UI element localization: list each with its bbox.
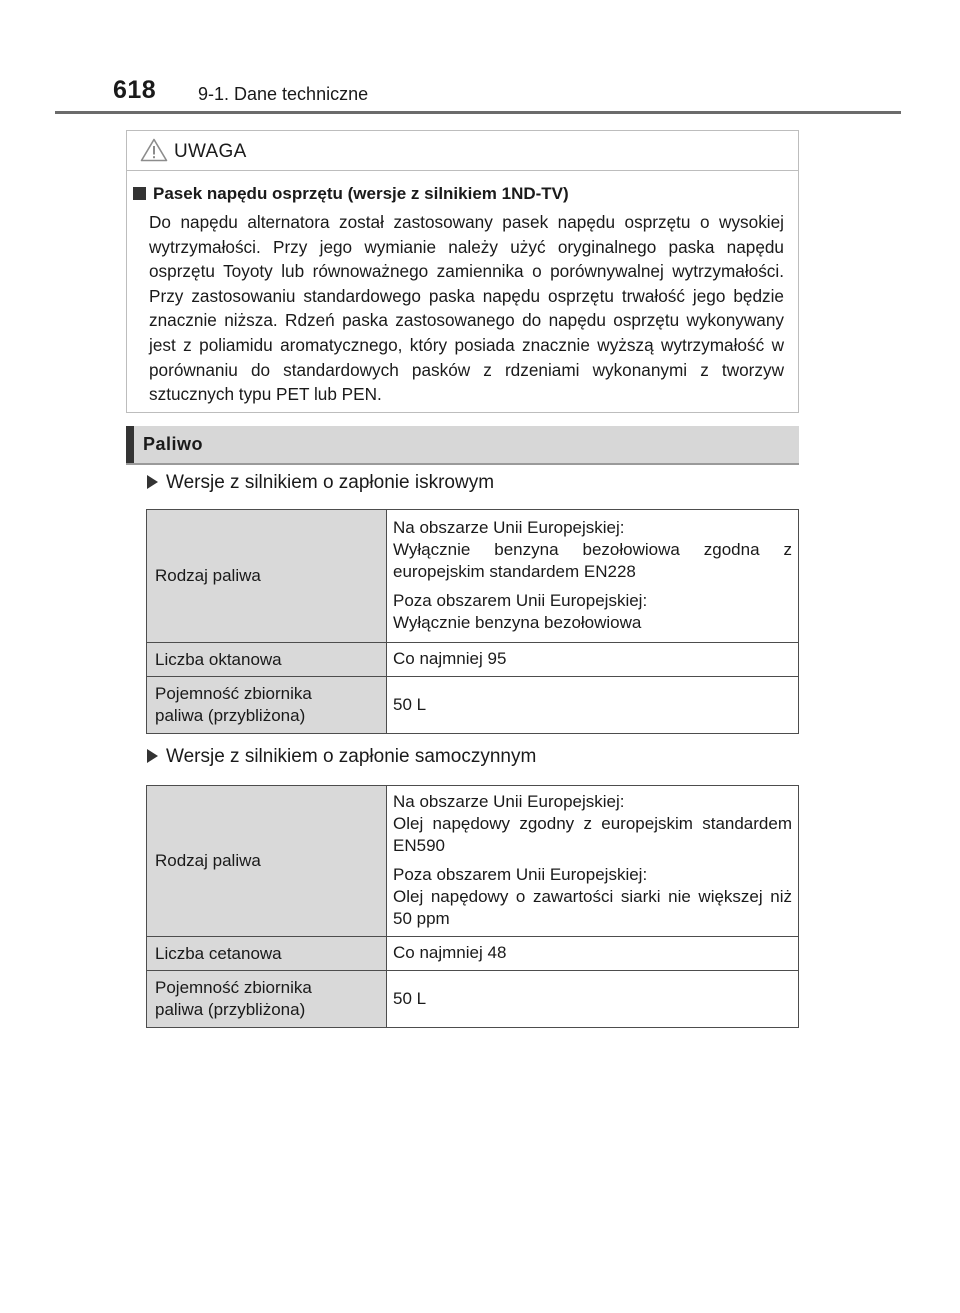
value-paragraph: Na obszarze Unii Europejskiej: Olej napędowy zgodny z europejskim standardem EN590 xyxy=(393,792,792,855)
row-label: Rodzaj paliwa xyxy=(147,786,387,937)
caution-body: Do napędu alternatora został zastosowany pasek napędu osprzętu o wysokiej wytrzymałości. Przy jego wymianie należy użyć oryginalnego paska napędu osprzętu Toyoty lub równoważnego zamiennika o porównywalnej wytrzymałości. Przy zastosowaniu standardowego paska napędu osprzętu trwałość jego będzie znacznie niższa. Rdzeń paska zastosowanego do napędu osprzętu wykonywany jest z poliamidu aromatycznego, który posiada znacznie wyższą wytrzymałość w porównaniu do standardowych pasków z rdzeniami wykonanymi z tworzyw sztucznych typu PET lub PEN. xyxy=(149,212,784,405)
square-bullet-icon xyxy=(133,187,146,200)
page-number: 618 xyxy=(113,76,157,104)
caution-title: UWAGA xyxy=(174,141,247,162)
table-row xyxy=(147,677,799,734)
caution-subtitle-text: Pasek napędu osprzętu (wersje z silnikiem 1ND-TV) xyxy=(153,184,569,203)
header-divider xyxy=(55,111,901,114)
row-value xyxy=(387,786,799,937)
row-value: Co najmniej 95 xyxy=(387,643,799,677)
diesel-fuel-table xyxy=(146,785,799,1028)
table-row xyxy=(147,643,799,677)
caution-header xyxy=(127,131,798,171)
diesel-bullet-text: Wersje z silnikiem o zapłonie samoczynnym xyxy=(166,746,537,767)
value-paragraph: Na obszarze Unii Europejskiej: Wyłącznie benzyna bezołowiowa zgodna z europejskim standardem EN228 xyxy=(393,518,792,581)
fuel-heading xyxy=(126,426,799,465)
warning-triangle-icon xyxy=(140,138,168,162)
row-label: Liczba oktanowa xyxy=(147,643,387,677)
value-paragraph: Poza obszarem Unii Europejskiej: Olej napędowy o zawartości siarki nie większej niż 50 ppm xyxy=(393,865,792,928)
caution-subtitle xyxy=(133,184,569,204)
row-label: Pojemność zbiornika paliwa (przybliżona) xyxy=(147,677,387,734)
row-label: Rodzaj paliwa xyxy=(147,510,387,643)
table-row xyxy=(147,937,799,971)
triangle-bullet-icon xyxy=(147,749,158,763)
value-paragraph: Poza obszarem Unii Europejskiej: Wyłącznie benzyna bezołowiowa xyxy=(393,591,648,632)
row-label: Pojemność zbiornika paliwa (przybliżona) xyxy=(147,971,387,1028)
row-value: 50 L xyxy=(387,677,799,734)
row-label: Liczba cetanowa xyxy=(147,937,387,971)
heading-accent-bar xyxy=(126,426,134,463)
petrol-fuel-table xyxy=(146,509,799,734)
petrol-bullet xyxy=(147,472,494,494)
row-value xyxy=(387,510,799,643)
table-row xyxy=(147,786,799,937)
caution-box xyxy=(126,130,799,413)
row-value: Co najmniej 48 xyxy=(387,937,799,971)
triangle-bullet-icon xyxy=(147,475,158,489)
table-row xyxy=(147,510,799,643)
section-title: 9-1. Dane techniczne xyxy=(198,84,369,104)
table-row xyxy=(147,971,799,1028)
fuel-heading-text: Paliwo xyxy=(143,434,204,454)
petrol-bullet-text: Wersje z silnikiem o zapłonie iskrowym xyxy=(166,472,495,493)
diesel-bullet xyxy=(147,746,536,768)
page-header xyxy=(0,0,960,118)
row-value: 50 L xyxy=(387,971,799,1028)
